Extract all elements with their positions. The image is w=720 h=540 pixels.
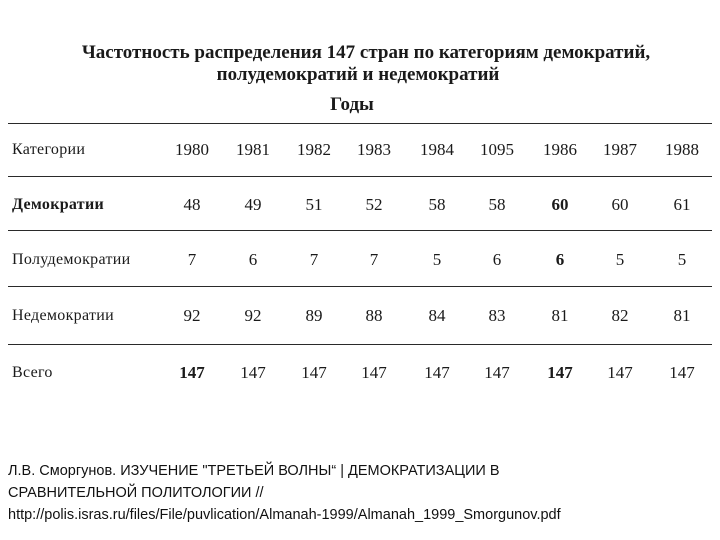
table-cell: 7	[369, 250, 379, 269]
table-title-line-2: полудемократий и недемократий	[216, 64, 500, 85]
header-year: 1983	[357, 140, 391, 159]
table-cell: 58	[488, 195, 506, 214]
table-cell: 7	[309, 250, 319, 269]
table-cell: 89	[305, 306, 323, 325]
header-year: 1988	[665, 140, 699, 159]
citation-line: Л.В. Сморгунов. ИЗУЧЕНИЕ "ТРЕТЬЕЙ ВОЛНЫ“ | ДЕМОКРАТИЗАЦИИ В	[8, 463, 500, 479]
years-heading: Годы	[330, 94, 374, 115]
table-cell: 52	[365, 195, 383, 214]
header-year: 1982	[297, 140, 331, 159]
table-cell: 147	[179, 363, 205, 382]
table-cell: 147	[607, 363, 633, 382]
table-cell: 84	[428, 306, 446, 325]
table-rule	[8, 286, 712, 287]
header-year: 1987	[603, 140, 637, 159]
row-label: Недемократии	[12, 307, 114, 324]
table-cell: 92	[183, 306, 201, 325]
table-cell: 61	[673, 195, 691, 214]
table-cell: 58	[428, 195, 446, 214]
table-title-line-1: Частотность распределения 147 стран по категориям демократий,	[81, 42, 651, 63]
table-cell: 147	[424, 363, 450, 382]
citation-line: СРАВНИТЕЛЬНОЙ ПОЛИТОЛОГИИ //	[8, 485, 264, 501]
table-cell: 7	[187, 250, 197, 269]
table-cell: 81	[551, 306, 569, 325]
table-cell: 92	[244, 306, 262, 325]
table-rule	[8, 230, 712, 231]
header-year: 1980	[175, 140, 209, 159]
table-cell: 6	[248, 250, 258, 269]
header-year: 1095	[480, 140, 514, 159]
table-cell: 147	[484, 363, 510, 382]
header-label: Категории	[12, 141, 86, 158]
table-cell: 48	[183, 195, 201, 214]
table-cell: 5	[677, 250, 687, 269]
citation-url: http://polis.isras.ru/files/File/puvlication/Almanah-1999/Almanah_1999_Smorgunov.pdf	[8, 507, 561, 523]
header-year: 1986	[543, 140, 577, 159]
header-year: 1984	[420, 140, 454, 159]
row-label: Всего	[12, 364, 53, 381]
table-cell: 51	[305, 195, 323, 214]
table-cell: 147	[547, 363, 573, 382]
table-cell: 147	[669, 363, 695, 382]
table-cell: 147	[301, 363, 327, 382]
table-cell: 6	[492, 250, 502, 269]
table-cell: 82	[611, 306, 629, 325]
table-cell: 49	[244, 195, 262, 214]
table-cell: 60	[551, 195, 569, 214]
source-citation	[8, 460, 712, 526]
table-cell: 60	[611, 195, 629, 214]
table-rule-top	[8, 123, 712, 124]
header-year: 1981	[236, 140, 270, 159]
row-label: Полудемократии	[12, 251, 131, 268]
table-cell: 5	[432, 250, 442, 269]
table-cell: 147	[240, 363, 266, 382]
table-rule	[8, 344, 712, 345]
table-rule	[8, 176, 712, 177]
table-cell: 5	[615, 250, 625, 269]
table-cell: 147	[361, 363, 387, 382]
table-cell: 83	[488, 306, 506, 325]
row-label: Демократии	[12, 196, 104, 213]
table-cell: 6	[555, 250, 565, 269]
table-cell: 81	[673, 306, 691, 325]
table-cell: 88	[365, 306, 383, 325]
